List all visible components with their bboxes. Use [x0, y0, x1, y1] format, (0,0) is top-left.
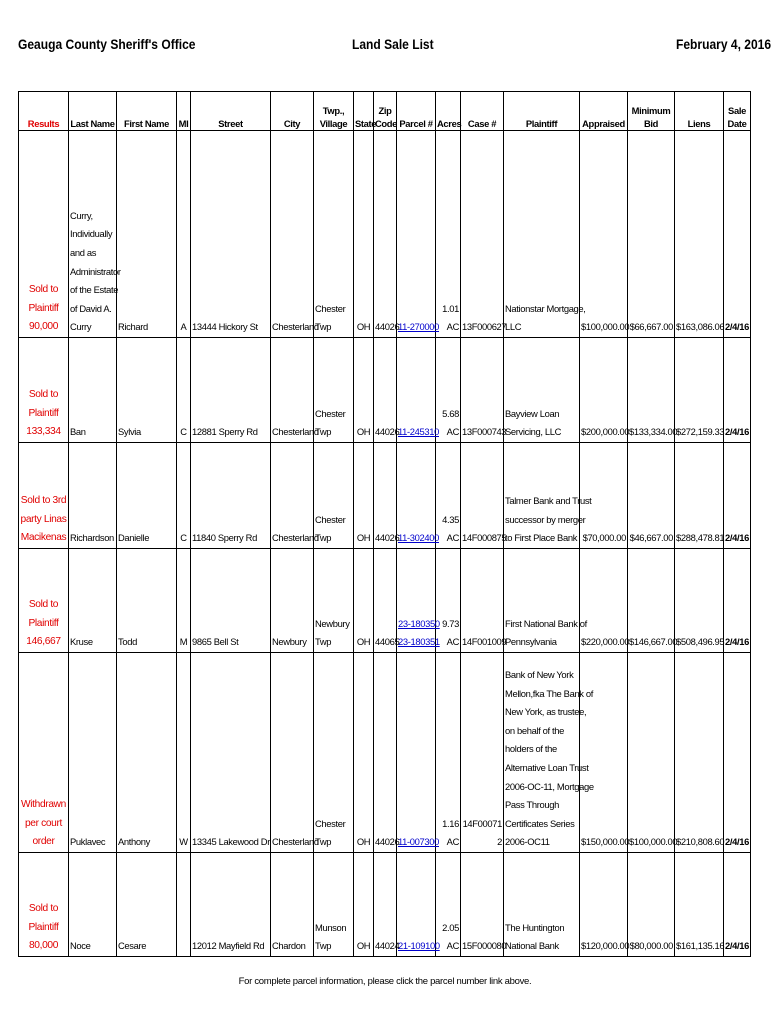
result-cell: Sold to Plaintiff 146,667 [19, 549, 69, 653]
city-cell: Chesterland [271, 653, 314, 853]
plaintiff-cell: Bayview Loan Servicing, LLC [504, 338, 580, 443]
parcel-cell [397, 853, 440, 957]
case-cell: 14F000875 [461, 443, 504, 549]
first-name-cell: Danielle [117, 443, 177, 549]
appraised-cell: $200,000.00 [580, 338, 628, 443]
table-row [19, 338, 751, 443]
plaintiff-cell: The Huntington National Bank [504, 853, 580, 957]
twp-cell: Chester Twp [314, 443, 354, 549]
parcel-link[interactable]: 21-109100 [398, 940, 440, 952]
mi-cell: W [177, 653, 191, 853]
column-header: Results [19, 92, 69, 131]
column-header: State [354, 92, 374, 131]
state-cell: OH [354, 338, 374, 443]
twp-cell: Chester Twp [314, 131, 354, 338]
last-name-cell: Kruse [69, 549, 117, 653]
liens-cell: $508,496.95 [675, 549, 724, 653]
minimum-bid-cell: $46,667.00 [628, 443, 675, 549]
result-cell: Sold to Plaintiff 90,000 [19, 131, 69, 338]
parcel-cell [397, 443, 439, 549]
table-row [19, 653, 751, 853]
last-name-cell: Puklavec [69, 653, 117, 853]
street-cell: 9865 Bell St [191, 549, 271, 653]
minimum-bid-cell: $80,000.00 [628, 853, 675, 957]
result-cell: Sold to 3rd party Linas Macikenas [19, 443, 69, 549]
first-name-cell: Cesare [117, 853, 177, 957]
case-cell: 13F000743 [461, 338, 504, 443]
acres-cell: 1.01 AC [436, 131, 461, 338]
last-name-cell: Curry, Individually and as Administrator of the Estate of David A. Curry [69, 131, 117, 338]
result-cell: Withdrawn per court order [19, 653, 69, 853]
twp-cell: Munson Twp [314, 853, 354, 957]
twp-cell: Newbury Twp [314, 549, 354, 653]
office-name: Geauga County Sheriff's Office [18, 36, 196, 52]
sale-date-cell: 2/4/16 [724, 131, 751, 338]
land-sale-table [18, 91, 751, 957]
column-header: First Name [117, 92, 177, 131]
state-cell: OH [354, 443, 374, 549]
column-header: Last Name [69, 92, 117, 131]
column-header: Twp., Village [314, 92, 354, 131]
street-cell: 11840 Sperry Rd [191, 443, 271, 549]
zip-cell: 44026 [374, 131, 397, 338]
city-cell: Chesterland [271, 338, 314, 443]
column-header: Plaintiff [504, 92, 580, 131]
last-name-cell: Noce [69, 853, 117, 957]
liens-cell: $163,086.06 [675, 131, 724, 338]
twp-cell: Chester Twp [314, 653, 354, 853]
parcel-cell [397, 549, 440, 653]
street-cell: 12881 Sperry Rd [191, 338, 271, 443]
parcel-cell [397, 653, 439, 853]
plaintiff-cell: Nationstar Mortgage, LLC [504, 131, 580, 338]
mi-cell [177, 853, 191, 957]
page-title: Land Sale List [352, 36, 434, 52]
first-name-cell: Sylvia [117, 338, 177, 443]
column-header: Minimum Bid [628, 92, 675, 131]
mi-cell: C [177, 338, 191, 443]
last-name-cell: Ban [69, 338, 117, 443]
minimum-bid-cell: $146,667.00 [628, 549, 675, 653]
table-row [19, 443, 751, 549]
parcel-link[interactable]: 23-180351 [398, 636, 440, 648]
first-name-cell: Todd [117, 549, 177, 653]
first-name-cell: Anthony [117, 653, 177, 853]
table-row [19, 131, 751, 338]
zip-cell: 44024 [374, 853, 397, 957]
street-cell: 13345 Lakewood Dr [191, 653, 271, 853]
twp-cell: Chester Twp [314, 338, 354, 443]
street-cell: 13444 Hickory St [191, 131, 271, 338]
mi-cell: M [177, 549, 191, 653]
footer-note: For complete parcel information, please click the parcel number link above. [238, 976, 532, 987]
sale-date-cell: 2/4/16 [724, 653, 751, 853]
column-header: MI [177, 92, 191, 131]
parcel-cell [397, 338, 439, 443]
column-header: Sale Date [724, 92, 751, 131]
case-cell: 14F00071 2 [461, 653, 504, 853]
column-header: Appraised [580, 92, 628, 131]
mi-cell: A [177, 131, 191, 338]
parcel-cell [397, 131, 439, 338]
city-cell: Newbury [271, 549, 314, 653]
column-header: City [271, 92, 314, 131]
result-cell: Sold to Plaintiff 80,000 [19, 853, 69, 957]
sale-date-cell: 2/4/16 [724, 443, 751, 549]
zip-cell: 44026 [374, 653, 397, 853]
case-cell: 15F000080 [461, 853, 504, 957]
state-cell: OH [354, 131, 374, 338]
city-cell: Chesterland [271, 131, 314, 338]
parcel-link[interactable]: 23-180350 [398, 617, 440, 629]
table-row [19, 853, 751, 957]
sale-date-cell: 2/4/16 [724, 338, 751, 443]
zip-cell: 44026 [374, 443, 397, 549]
appraised-cell: $100,000.00 [580, 131, 628, 338]
appraised-cell: $150,000.00 [580, 653, 628, 853]
state-cell: OH [354, 853, 374, 957]
appraised-cell: $70,000.00 [580, 443, 628, 549]
parcel-link[interactable]: 11-007300 [398, 836, 439, 848]
appraised-cell: $120,000.00 [580, 853, 628, 957]
acres-cell: 5.68 AC [436, 338, 461, 443]
column-header: Case # [461, 92, 504, 131]
street-cell: 12012 Mayfield Rd [191, 853, 271, 957]
column-header: Liens [675, 92, 724, 131]
acres-cell: 4.35 AC [436, 443, 461, 549]
parcel-link[interactable]: 11-245310 [398, 426, 439, 438]
result-cell: Sold to Plaintiff 133,334 [19, 338, 69, 443]
first-name-cell: Richard [117, 131, 177, 338]
zip-cell: 44026 [374, 338, 397, 443]
plaintiff-cell: Talmer Bank and Trust successor by merger to First Place Bank [504, 443, 580, 549]
column-header: Zip Code [374, 92, 397, 131]
minimum-bid-cell: $100,000.00 [628, 653, 675, 853]
city-cell: Chesterland [271, 443, 314, 549]
city-cell: Chardon [271, 853, 314, 957]
liens-cell: $288,478.81 [675, 443, 724, 549]
case-cell: 14F001009 [461, 549, 504, 653]
column-header: Acres [436, 92, 461, 131]
zip-cell: 44065 [374, 549, 397, 653]
state-cell: OH [354, 653, 374, 853]
sale-date-cell: 2/4/16 [724, 853, 751, 957]
acres-cell: 9.73 AC [436, 549, 461, 653]
column-header: Street [191, 92, 271, 131]
parcel-link[interactable]: 11-302400 [398, 532, 439, 544]
plaintiff-cell: First National Bank of Pennsylvania [504, 549, 580, 653]
acres-cell: 1.16 AC [436, 653, 461, 853]
case-cell: 13F000627 [461, 131, 504, 338]
state-cell: OH [354, 549, 374, 653]
liens-cell: $210,808.60 [675, 653, 724, 853]
column-header: Parcel # [397, 92, 436, 131]
liens-cell: $161,135.16 [675, 853, 724, 957]
acres-cell: 2.05 AC [436, 853, 461, 957]
minimum-bid-cell: $133,334.00 [628, 338, 675, 443]
table-header-row [19, 92, 751, 131]
parcel-link[interactable]: 11-270000 [398, 321, 439, 333]
sale-date-header: February 4, 2016 [676, 36, 771, 52]
appraised-cell: $220,000.00 [580, 549, 628, 653]
mi-cell: C [177, 443, 191, 549]
last-name-cell: Richardson [69, 443, 117, 549]
sale-date-cell: 2/4/16 [724, 549, 751, 653]
liens-cell: $272,159.33 [675, 338, 724, 443]
minimum-bid-cell: $66,667.00 [628, 131, 675, 338]
table-row [19, 549, 751, 653]
plaintiff-cell: Bank of New York Mellon,fka The Bank of New York, as trustee, on behalf of the holders of the Alternative Loan Trust 2006-OC-11, Mortgage Pass Through Certificates Series 2006-OC11 [504, 653, 580, 853]
